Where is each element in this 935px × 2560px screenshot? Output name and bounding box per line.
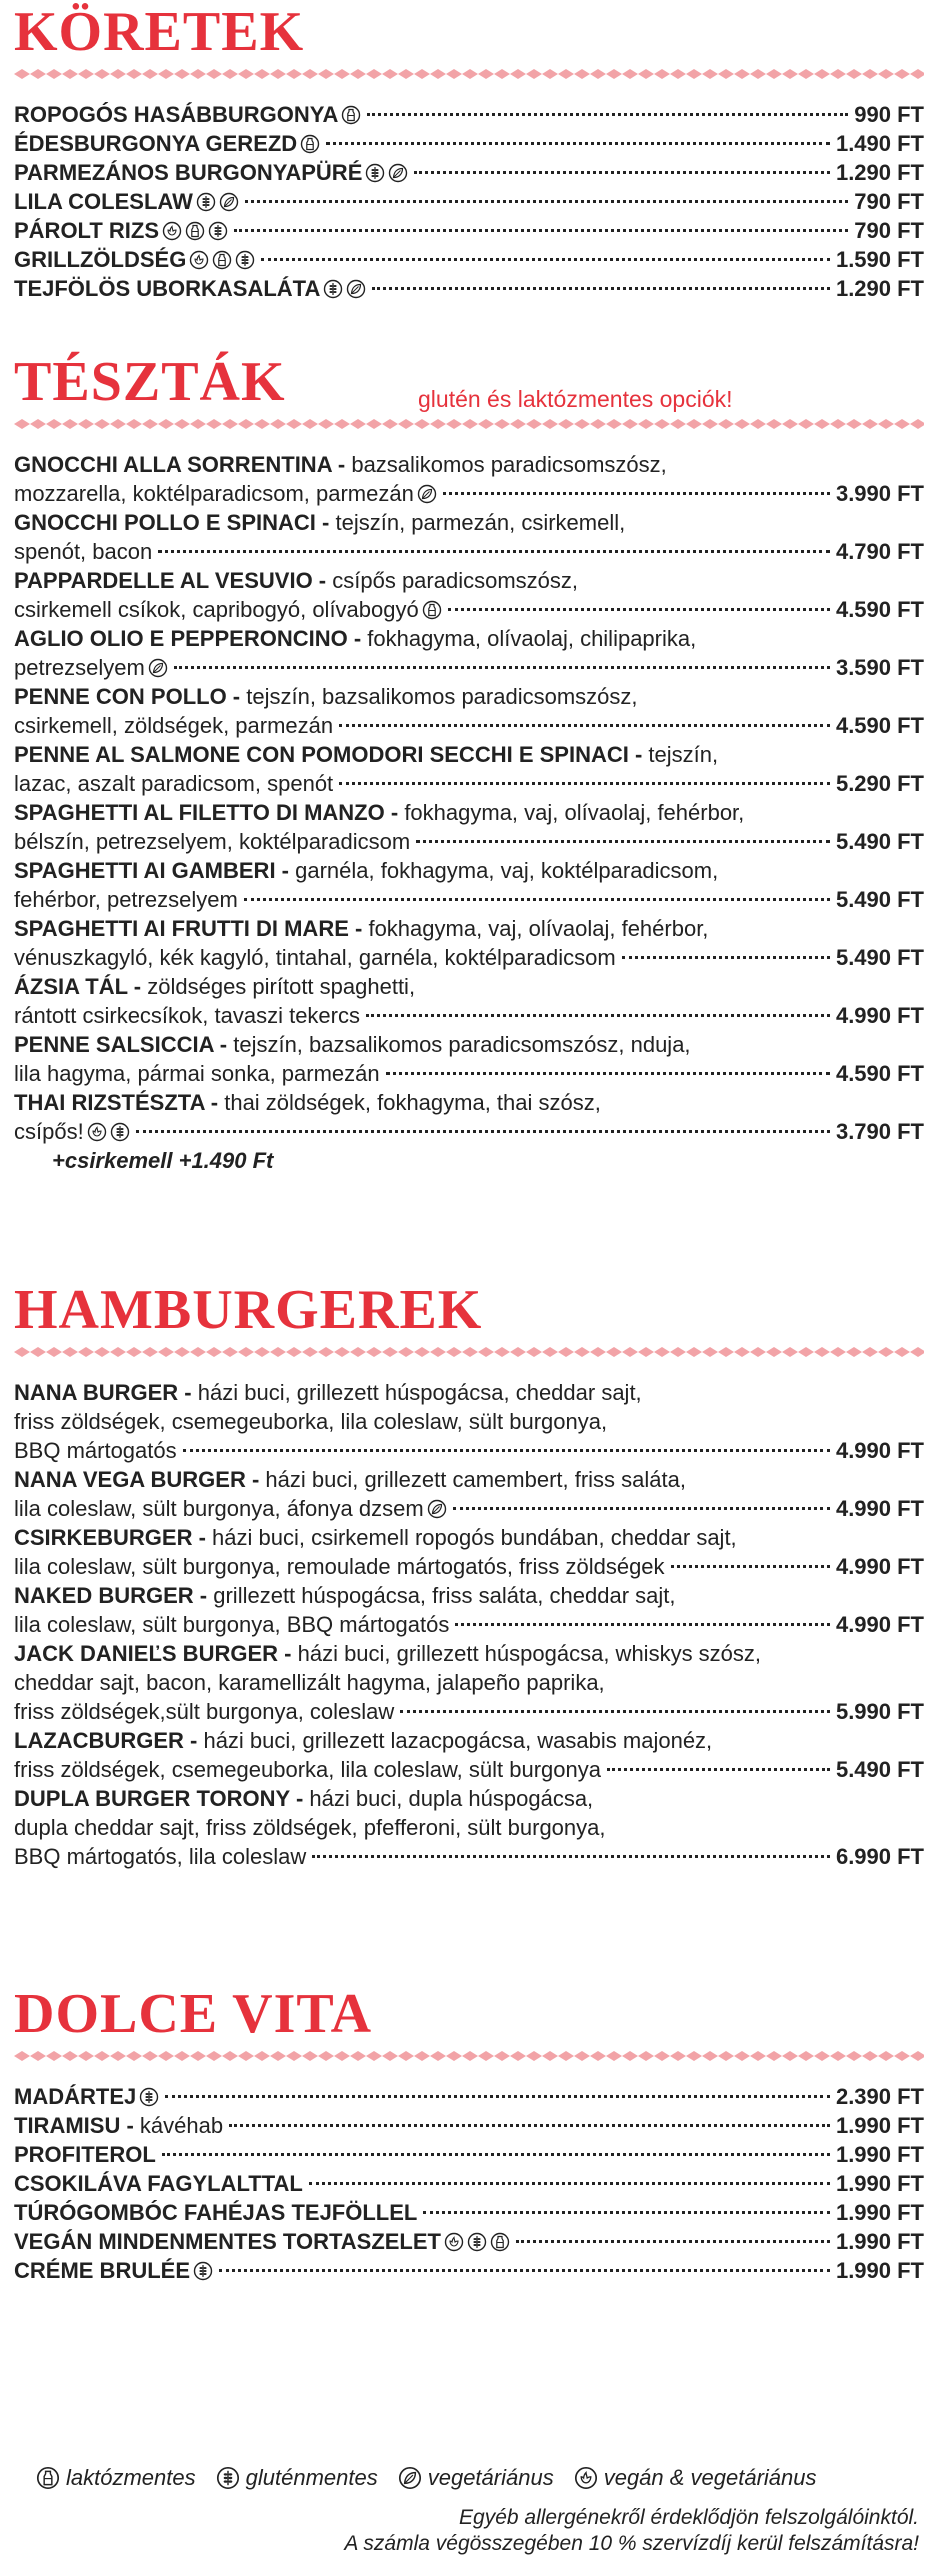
menu-item — [14, 129, 924, 158]
footer-service-charge: A számla végösszegében 10 % szervízdíj kerül felszámításra! — [344, 2532, 919, 2555]
lactose-free-icon — [341, 105, 361, 125]
item-desc: tejszín, bazsalikomos paradicsomszósz, nduja, — [233, 1032, 691, 1057]
item-name: PÁROLT RIZS — [14, 218, 160, 243]
dot-leader — [229, 2124, 830, 2127]
item-name: THAI RIZSTÉSZTA - — [14, 1090, 219, 1115]
item-price: 4.590 FT — [835, 1061, 924, 1086]
item-desc: zöldséges pirított spaghetti, — [147, 974, 416, 999]
item-desc: grillezett húspogácsa, friss saláta, cheddar sajt, — [213, 1583, 676, 1608]
item-desc: friss zöldségek,sült burgonya, coleslaw — [14, 1699, 395, 1724]
menu-item — [14, 1030, 924, 1088]
dot-leader — [234, 229, 848, 232]
legend-gluten — [216, 2465, 378, 2491]
item-desc: lila coleslaw, sült burgonya, remoulade mártogatós, friss zöldségek — [14, 1554, 665, 1579]
item-desc-cont: fehérbor, petrezselyem — [14, 887, 238, 912]
item-name: AGLIO OLIO E PEPPERONCINO - — [14, 626, 362, 651]
item-desc: tejszín, — [648, 742, 719, 767]
item-desc: fokhagyma, vaj, olívaolaj, fehérbor, — [368, 916, 709, 941]
item-price: 4.990 FT — [835, 1612, 924, 1637]
vegetarian-icon — [388, 163, 408, 183]
item-desc-cont: spenót, bacon — [14, 539, 153, 564]
item-name: GNOCCHI POLLO E SPINACI - — [14, 510, 330, 535]
item-price: 790 FT — [854, 218, 924, 243]
item-name: PROFITEROL — [14, 2142, 156, 2167]
item-name: NANA VEGA BURGER - — [14, 1467, 260, 1492]
item-price: 4.990 FT — [835, 1496, 924, 1521]
dot-leader — [339, 782, 830, 785]
menu-item — [14, 1639, 924, 1726]
section-divider — [14, 68, 924, 80]
item-name: NANA BURGER - — [14, 1380, 192, 1405]
item-price: 1.990 FT — [835, 2113, 924, 2138]
item-name: PENNE CON POLLO - — [14, 684, 241, 709]
item-desc: tejszín, bazsalikomos paradicsomszósz, — [246, 684, 638, 709]
item-desc-cont: csirkemell csíkok, capribogyó, olívabogyó — [14, 597, 419, 622]
dot-leader — [448, 608, 830, 611]
lactose-free-icon — [300, 134, 320, 154]
gluten-free-icon — [196, 192, 216, 212]
vegetarian-icon — [427, 1499, 447, 1519]
dolce-section — [14, 1984, 924, 2285]
item-price: 1.490 FT — [835, 131, 924, 156]
menu-item — [14, 2169, 924, 2198]
item-desc: bazsalikomos paradicsomszósz, — [351, 452, 667, 477]
menu-item — [14, 1581, 924, 1639]
section-divider — [14, 2050, 924, 2062]
item-price: 1.990 FT — [835, 2200, 924, 2225]
lactose-free-icon — [490, 2232, 510, 2252]
menu-item — [14, 2082, 924, 2111]
item-desc-cont: bélszín, petrezselyem, koktélparadicsom — [14, 829, 411, 854]
dot-leader — [245, 200, 848, 203]
hamburgerek-title: HAMBURGEREK — [14, 1279, 483, 1341]
dot-leader — [326, 142, 830, 145]
item-name: GRILLZÖLDSÉG — [14, 247, 187, 272]
dot-leader — [386, 1072, 830, 1075]
item-name: TEJFÖLÖS UBORKASALÁTA — [14, 276, 321, 301]
dolce-title: DOLCE VITA — [14, 1983, 373, 2045]
item-desc: cheddar sajt, bacon, karamellizált hagyma, jalapeño paprika, — [14, 1670, 605, 1695]
item-name: PENNE SALSICCIA - — [14, 1032, 228, 1057]
menu-item — [14, 2111, 924, 2140]
item-price: 4.790 FT — [835, 539, 924, 564]
item-desc: thai zöldségek, fokhagyma, thai szósz, — [224, 1090, 601, 1115]
item-name: JACK DANIEĽS BURGER - — [14, 1641, 292, 1666]
item-name: NAKED BURGER - — [14, 1583, 208, 1608]
item-name: PARMEZÁNOS BURGONYAPÜRÉ — [14, 160, 363, 185]
dot-leader — [367, 113, 848, 116]
item-desc: házi buci, csirkemell ropogós bundában, cheddar sajt, — [212, 1525, 737, 1550]
dot-leader — [400, 1710, 830, 1713]
item-price: 5.290 FT — [835, 771, 924, 796]
section-divider — [14, 418, 924, 430]
item-price: 5.490 FT — [835, 829, 924, 854]
dot-leader — [607, 1768, 830, 1771]
dot-leader — [455, 1623, 830, 1626]
item-price: 5.490 FT — [835, 1757, 924, 1782]
legend-vegan — [574, 2465, 817, 2491]
item-desc: kávéhab — [139, 2113, 224, 2138]
vegetarian-icon — [148, 658, 168, 678]
menu-item — [14, 914, 924, 972]
item-price: 3.790 FT — [835, 1119, 924, 1144]
chicken-extra-note: +csirkemell +1.490 Ft — [52, 1148, 274, 1173]
item-desc-cont: vénuszkagyló, kék kagyló, tintahal, garnéla, koktélparadicsom — [14, 945, 616, 970]
item-price: 1.990 FT — [835, 2142, 924, 2167]
item-price: 5.490 FT — [835, 887, 924, 912]
footer-allergen-note: Egyéb allergénekről érdeklődjön felszolgálóinktól. — [459, 2506, 919, 2529]
gluten-free-icon — [467, 2232, 487, 2252]
item-desc-cont: lila hagyma, pármai sonka, parmezán — [14, 1061, 380, 1086]
item-price: 3.590 FT — [835, 655, 924, 680]
footer-note — [344, 2505, 919, 2557]
item-price: 1.990 FT — [835, 2258, 924, 2283]
item-name: GNOCCHI ALLA SORRENTINA - — [14, 452, 346, 477]
item-desc-cont: csípős! — [14, 1119, 84, 1144]
dot-leader — [416, 840, 830, 843]
hamburgerek-list — [14, 1378, 924, 1871]
dot-leader — [516, 2240, 830, 2243]
koretek-section — [14, 2, 924, 303]
koretek-title: KÖRETEK — [14, 1, 305, 63]
menu-item — [14, 2198, 924, 2227]
dot-leader — [671, 1565, 830, 1568]
menu-item — [14, 1378, 924, 1465]
item-desc: garnéla, fokhagyma, vaj, koktélparadicsom, — [295, 858, 719, 883]
item-desc: tejszín, parmezán, csirkemell, — [335, 510, 626, 535]
hamburgerek-section — [14, 1280, 924, 1871]
item-desc: BBQ mártogatós, lila coleslaw — [14, 1844, 307, 1869]
item-desc: csípős paradicsomszósz, — [332, 568, 579, 593]
item-price: 4.590 FT — [835, 597, 924, 622]
item-price: 2.390 FT — [835, 2084, 924, 2109]
dot-leader — [366, 1014, 830, 1017]
legend-vegan-label: vegán & vegetáriánus — [603, 2465, 817, 2490]
menu-item — [14, 972, 924, 1030]
item-desc: házi buci, dupla húspogácsa, — [309, 1786, 594, 1811]
item-name: TIRAMISU - — [14, 2113, 134, 2138]
item-price: 1.290 FT — [835, 276, 924, 301]
legend-lactose — [36, 2465, 196, 2491]
vegetarian-icon — [219, 192, 239, 212]
dot-leader — [339, 724, 830, 727]
dot-leader — [183, 1449, 830, 1452]
item-price: 990 FT — [854, 102, 924, 127]
menu-item — [14, 682, 924, 740]
menu-item — [14, 566, 924, 624]
menu-item — [14, 187, 924, 216]
item-name: SPAGHETTI AI GAMBERI - — [14, 858, 289, 883]
dot-leader — [453, 1507, 830, 1510]
item-price: 4.990 FT — [835, 1554, 924, 1579]
item-price: 1.990 FT — [835, 2171, 924, 2196]
lactose-free-icon — [212, 250, 232, 270]
lactose-free-icon — [36, 2466, 60, 2490]
dot-leader — [219, 2269, 830, 2272]
menu-item — [14, 1726, 924, 1784]
lactose-free-icon — [422, 600, 442, 620]
tesztak-note: glutén és laktózmentes opciók! — [418, 386, 733, 412]
gluten-free-icon — [365, 163, 385, 183]
item-name: SPAGHETTI AL FILETTO DI MANZO - — [14, 800, 399, 825]
vegetarian-icon — [417, 484, 437, 504]
menu-item — [14, 2227, 924, 2256]
item-name: PAPPARDELLE AL VESUVIO - — [14, 568, 327, 593]
item-desc: lila coleslaw, sült burgonya, BBQ mártogatós — [14, 1612, 450, 1637]
item-name: DUPLA BURGER TORONY - — [14, 1786, 304, 1811]
menu-item — [14, 856, 924, 914]
item-price: 790 FT — [854, 189, 924, 214]
dot-leader — [261, 258, 830, 261]
section-divider — [14, 1346, 924, 1358]
item-desc: friss zöldségek, csemegeuborka, lila coleslaw, sült burgonya — [14, 1757, 601, 1782]
item-desc: házi buci, grillezett camembert, friss saláta, — [265, 1467, 686, 1492]
menu-item — [14, 1784, 924, 1871]
item-name: ÁZSIA TÁL - — [14, 974, 142, 999]
dot-leader — [622, 956, 830, 959]
tesztak-section — [14, 352, 924, 1175]
item-name: LILA COLESLAW — [14, 189, 193, 214]
gluten-free-icon — [193, 2261, 213, 2281]
item-desc-cont: petrezselyem — [14, 655, 145, 680]
legend-gluten-label: gluténmentes — [245, 2465, 378, 2490]
vegetarian-icon — [398, 2466, 422, 2490]
vegan-icon — [189, 250, 209, 270]
menu-item — [14, 216, 924, 245]
item-desc: dupla cheddar sajt, friss zöldségek, pfefferoni, sült burgonya, — [14, 1815, 606, 1840]
gluten-free-icon — [110, 1122, 130, 1142]
item-name: LAZACBURGER - — [14, 1728, 198, 1753]
item-name: PENNE AL SALMONE CON POMODORI SECCHI E SPINACI - — [14, 742, 643, 767]
menu-item — [14, 1088, 924, 1146]
dot-leader — [423, 2211, 830, 2214]
item-desc-cont: rántott csirkecsíkok, tavaszi tekercs — [14, 1003, 360, 1028]
dot-leader — [162, 2153, 830, 2156]
item-name: MADÁRTEJ — [14, 2084, 137, 2109]
dot-leader — [312, 1855, 830, 1858]
item-price: 6.990 FT — [835, 1844, 924, 1869]
menu-item — [14, 740, 924, 798]
tesztak-title: TÉSZTÁK — [14, 351, 286, 413]
item-desc: BBQ mártogatós — [14, 1438, 177, 1463]
menu-item — [14, 508, 924, 566]
item-name: CRÉME BRULÉE — [14, 2258, 191, 2283]
vegan-icon — [574, 2466, 598, 2490]
item-price: 5.490 FT — [835, 945, 924, 970]
vegan-icon — [87, 1122, 107, 1142]
gluten-free-icon — [208, 221, 228, 241]
menu-item — [14, 245, 924, 274]
legend-vegetarian-label: vegetáriánus — [427, 2465, 554, 2490]
item-desc: házi buci, grillezett lazacpogácsa, wasabis majonéz, — [203, 1728, 713, 1753]
item-desc: házi buci, grillezett húspogácsa, whiskys szósz, — [297, 1641, 762, 1666]
dot-leader — [136, 1130, 830, 1133]
item-price: 1.990 FT — [835, 2229, 924, 2254]
menu-item — [14, 1465, 924, 1523]
item-name: CSIRKEBURGER - — [14, 1525, 206, 1550]
item-desc-cont: mozzarella, koktélparadicsom, parmezán — [14, 481, 414, 506]
item-desc: lila coleslaw, sült burgonya, áfonya dzsem — [14, 1496, 424, 1521]
allergen-legend — [36, 2465, 916, 2491]
item-name: VEGÁN MINDENMENTES TORTASZELET — [14, 2229, 441, 2254]
menu-item — [14, 450, 924, 508]
dot-leader — [244, 898, 830, 901]
vegetarian-icon — [346, 279, 366, 299]
item-name: ÉDESBURGONYA GEREZD — [14, 131, 298, 156]
item-desc-cont: lazac, aszalt paradicsom, spenót — [14, 771, 334, 796]
dot-leader — [372, 287, 830, 290]
vegan-icon — [162, 221, 182, 241]
dot-leader — [309, 2182, 830, 2185]
menu-item — [14, 158, 924, 187]
dot-leader — [174, 666, 830, 669]
item-price: 1.590 FT — [835, 247, 924, 272]
dot-leader — [165, 2095, 830, 2098]
item-price: 1.290 FT — [835, 160, 924, 185]
gluten-free-icon — [216, 2466, 240, 2490]
vegan-icon — [444, 2232, 464, 2252]
legend-vegetarian — [398, 2465, 554, 2491]
item-price: 4.990 FT — [835, 1003, 924, 1028]
gluten-free-icon — [139, 2087, 159, 2107]
item-price: 3.990 FT — [835, 481, 924, 506]
menu-item — [14, 2256, 924, 2285]
dolce-list — [14, 2082, 924, 2285]
dot-leader — [414, 171, 830, 174]
item-name: ROPOGÓS HASÁBBURGONYA — [14, 102, 339, 127]
item-name: CSOKILÁVA FAGYLALTTAL — [14, 2171, 303, 2196]
item-price: 5.990 FT — [835, 1699, 924, 1724]
dot-leader — [158, 550, 830, 553]
item-name: SPAGHETTI AI FRUTTI DI MARE - — [14, 916, 363, 941]
menu-item — [14, 624, 924, 682]
item-desc: házi buci, grillezett húspogácsa, cheddar sajt, — [197, 1380, 642, 1405]
item-price: 4.590 FT — [835, 713, 924, 738]
koretek-list — [14, 100, 924, 303]
item-desc: fokhagyma, olívaolaj, chilipaprika, — [367, 626, 697, 651]
legend-lactose-label: laktózmentes — [66, 2465, 196, 2490]
item-desc: friss zöldségek, csemegeuborka, lila coleslaw, sült burgonya, — [14, 1409, 608, 1434]
gluten-free-icon — [323, 279, 343, 299]
tesztak-list — [14, 450, 924, 1146]
menu-item — [14, 100, 924, 129]
lactose-free-icon — [185, 221, 205, 241]
dot-leader — [443, 492, 830, 495]
menu-item — [14, 798, 924, 856]
menu-item — [14, 1523, 924, 1581]
menu-item — [14, 274, 924, 303]
item-price: 4.990 FT — [835, 1438, 924, 1463]
item-name: TÚRÓGOMBÓC FAHÉJAS TEJFÖLLEL — [14, 2200, 418, 2225]
gluten-free-icon — [235, 250, 255, 270]
item-desc-cont: csirkemell, zöldségek, parmezán — [14, 713, 334, 738]
item-desc: fokhagyma, vaj, olívaolaj, fehérbor, — [404, 800, 745, 825]
menu-item — [14, 2140, 924, 2169]
